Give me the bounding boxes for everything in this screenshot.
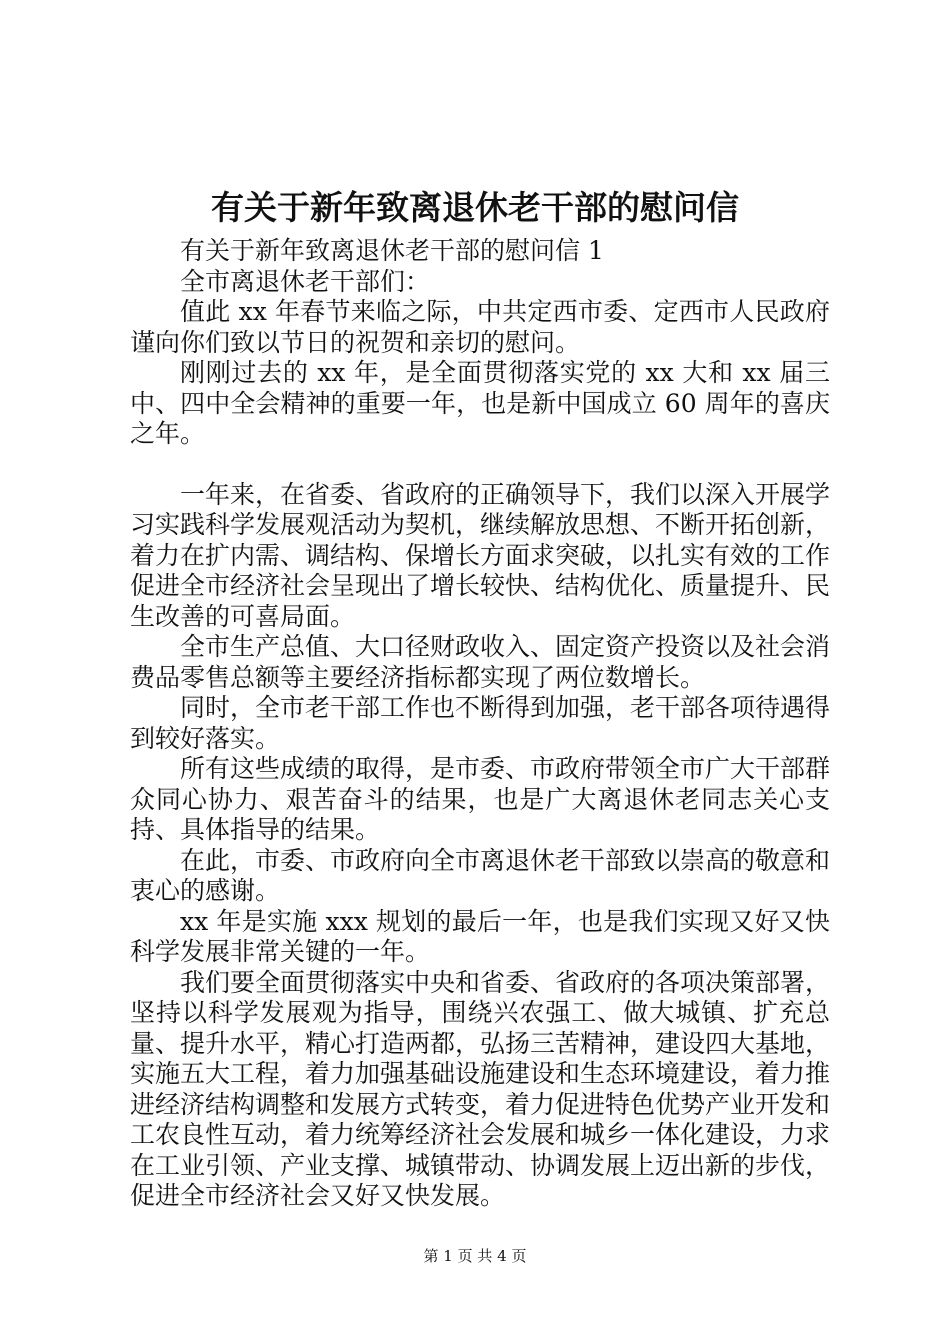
- paragraph-heading-line: 有关于新年致离退休老干部的慰问信 1: [180, 236, 604, 265]
- paragraph-achievements: 一年来，在省委、省政府的正确领导下，我们以深入开展学习实践科学发展观活动为契机，继续解放思想、不断开拓创新，着力在扩内需、调结构、保增长方面求突破，以扎实有效的工作促进全市经济社会呈现出了增长较快、结构优化、质量提升、民生改善的可喜局面。: [130, 479, 831, 631]
- paragraph-cadre-work: 同时，全市老干部工作也不断得到加强，老干部各项待遇得到较好落实。: [130, 693, 831, 753]
- paragraph-economic-indicators: 全市生产总值、大口径财政收入、固定资产投资以及社会消费品零售总额等主要经济指标都实现了两位数增长。: [130, 632, 831, 692]
- document-body: [130, 236, 830, 1212]
- paragraph-results: 所有这些成绩的取得，是市委、市政府带领全市广大干部群众同心协力、艰苦奋斗的结果，也是广大离退休老同志关心支持、具体指导的结果。: [130, 754, 831, 844]
- paragraph-salutation: 全市离退休老干部们：: [180, 266, 431, 296]
- paragraph-new-year: xx 年是实施 xxx 规划的最后一年，也是我们实现又好又快科学发展非常关键的一年。: [130, 906, 830, 966]
- page-footer: 第 1 页 共 4 页: [423, 1247, 527, 1265]
- paragraph-past-year: 刚刚过去的 xx 年，是全面贯彻落实党的 xx 大和 xx 届三中、四中全会精神的重要一年，也是新中国成立 60 周年的喜庆之年。: [130, 358, 830, 448]
- paragraph-plans: 我们要全面贯彻落实中央和省委、省政府的各项决策部署，坚持以科学发展观为指导，围绕兴农强工、做大城镇、扩充总量、提升水平，精心打造两都，弘扬三苦精神，建设四大基地，实施五大工程，着力加强基础设施建设和生态环境建设，着力推进经济结构调整和发展方式转变，着力促进特色优势产业开发和工农良性互动，着力统筹经济社会发展和城乡一体化建设，力求在工业引领、产业支撑、城镇带动、协调发展上迈出新的步伐，促进全市经济社会又好又快发展。: [130, 967, 831, 1210]
- paragraph-greeting: 值此 xx 年春节来临之际，中共定西市委、定西市人民政府谨向你们致以节日的祝贺和亲切的慰问。: [130, 297, 830, 357]
- document-title: 有关于新年致离退休老干部的慰问信: [211, 188, 739, 227]
- paragraph-thanks: 在此，市委、市政府向全市离退休老干部致以崇高的敬意和衷心的感谢。: [130, 845, 831, 905]
